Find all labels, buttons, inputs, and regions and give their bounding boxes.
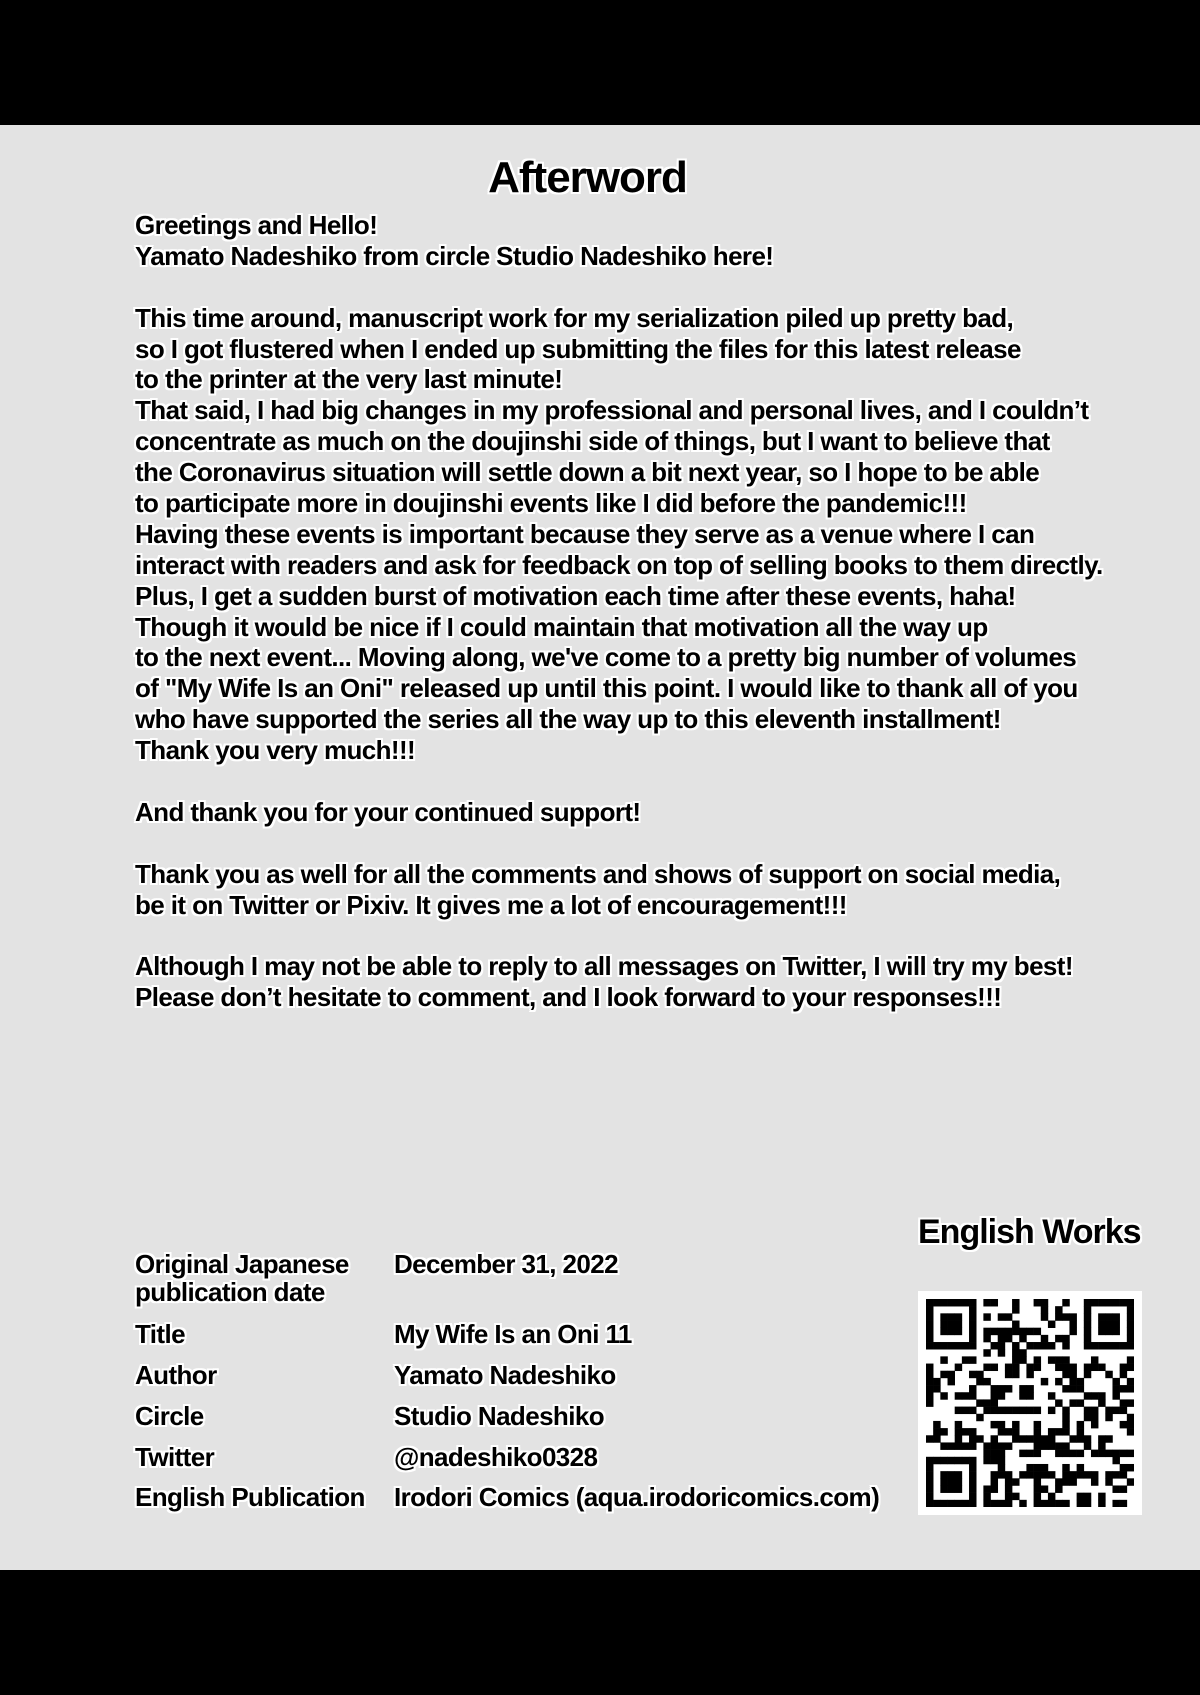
text-line: to participate more in doujinshi events like I did before the pandemic!!! <box>135 488 967 519</box>
info-value: @nadeshiko0328 <box>394 1442 598 1472</box>
text-line: of "My Wife Is an Oni" released up until this point. I would like to thank all of you <box>135 673 1078 704</box>
text-line: Thank you as well for all the comments and shows of support on social media, <box>135 858 1061 889</box>
info-label: Circle <box>135 1401 204 1431</box>
info-value: Yamato Nadeshiko <box>394 1360 616 1390</box>
info-label: Twitter <box>135 1442 215 1472</box>
text-line: Although I may not be able to reply to all messages on Twitter, I will try my best! <box>135 951 1073 982</box>
info-label: Author <box>135 1360 217 1390</box>
info-label: English Publication <box>135 1482 365 1512</box>
text-line: Greetings and Hello! <box>135 210 378 240</box>
text-line: concentrate as much on the doujinshi side of things, but I want to believe that <box>135 426 1050 457</box>
text-line: Thank you very much!!! <box>135 735 416 766</box>
info-value: Irodori Comics (aqua.irodoricomics.com) <box>394 1482 880 1512</box>
text-line: Yamato Nadeshiko from circle Studio Nadeshiko here! <box>135 240 774 271</box>
info-value: December 31, 2022 <box>394 1249 618 1279</box>
paragraph-gap <box>135 272 1165 303</box>
info-value: My Wife Is an Oni 11 <box>394 1319 632 1349</box>
text-line: Having these events is important because they serve as a venue where I can <box>135 518 1035 549</box>
text-line: Plus, I get a sudden burst of motivation each time after these events, haha! <box>135 580 1016 611</box>
info-label: Title <box>135 1319 185 1349</box>
text-line: This time around, manuscript work for my serialization piled up pretty bad, <box>135 302 1014 333</box>
text-line: so I got flustered when I ended up submitting the files for this latest release <box>135 333 1021 364</box>
text-line: Please don’t hesitate to comment, and I look forward to your responses!!! <box>135 982 1002 1013</box>
page-title: Afterword <box>488 153 687 202</box>
text-line: to the next event... Moving along, we've come to a pretty big number of volumes <box>135 642 1077 673</box>
paragraph-gap <box>135 920 1165 951</box>
english-works-title: English Works <box>918 1213 1141 1251</box>
qr-code-icon <box>926 1299 1134 1507</box>
afterword-page <box>0 125 1200 1570</box>
text-line: the Coronavirus situation will settle down a bit next year, so I hope to be able <box>135 457 1040 488</box>
text-line: interact with readers and ask for feedback on top of selling books to them directly. <box>135 549 1103 580</box>
text-line: to the printer at the very last minute! <box>135 364 563 395</box>
text-line: Though it would be nice if I could maintain that motivation all the way up <box>135 611 988 642</box>
info-label: Original Japanese publication date <box>135 1249 349 1307</box>
paragraph-gap <box>135 766 1165 797</box>
paragraph-gap <box>135 828 1165 859</box>
afterword-text <box>135 210 1165 1013</box>
info-value: Studio Nadeshiko <box>394 1401 604 1431</box>
text-line: And thank you for your continued support! <box>135 796 641 827</box>
text-line: who have supported the series all the way up to this eleventh installment! <box>135 704 1001 735</box>
text-line: be it on Twitter or Pixiv. It gives me a lot of encouragement!!! <box>135 889 847 920</box>
english-works-qr[interactable] <box>918 1291 1142 1515</box>
text-line: That said, I had big changes in my professional and personal lives, and I couldn’t <box>135 395 1089 426</box>
